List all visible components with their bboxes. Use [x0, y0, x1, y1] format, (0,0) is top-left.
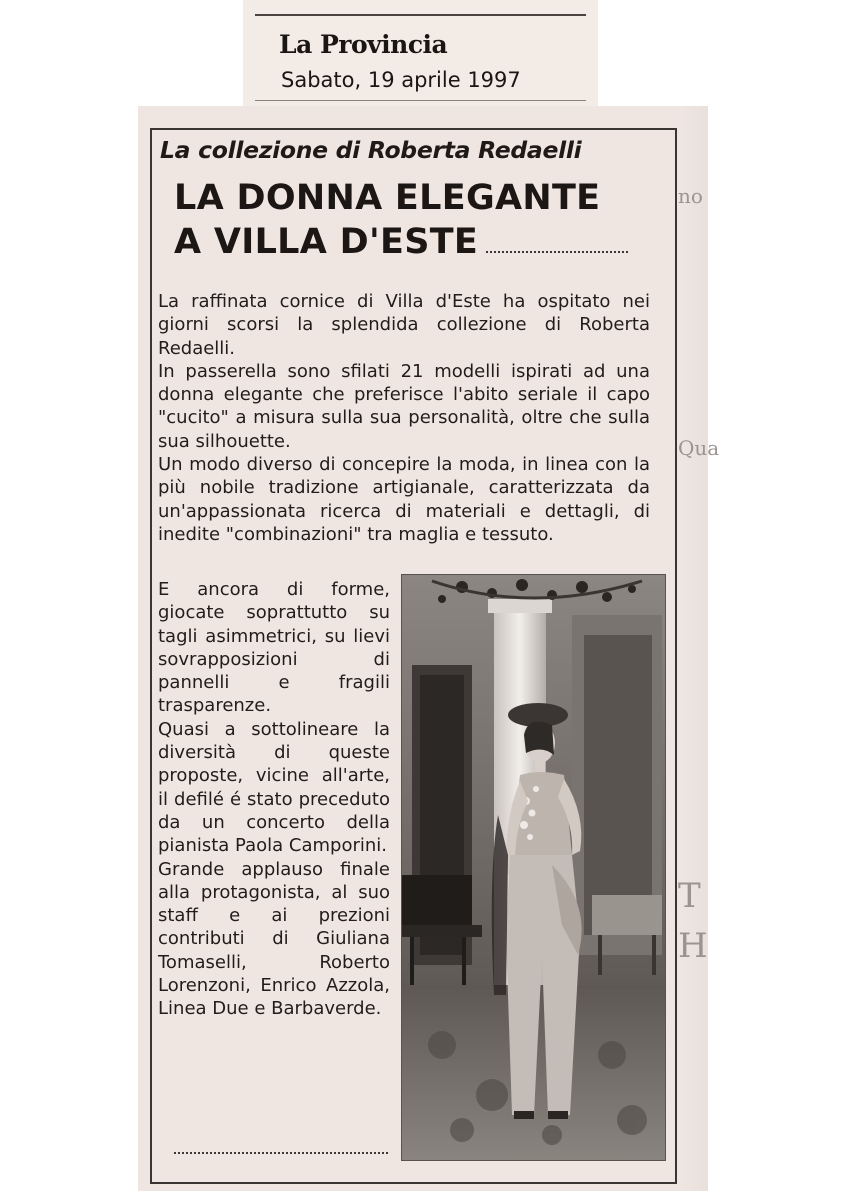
headline-dotted-leader: [486, 251, 628, 253]
runway-photo-illustration: [402, 575, 665, 1160]
bleed-text-fragment: no: [678, 184, 703, 208]
masthead-bottom-rule: [255, 100, 586, 101]
body-paragraph: La raffinata cornice di Villa d'Este ha ospitato nei giorni scorsi la splendida collezione di Roberta Redaelli.: [158, 291, 650, 359]
article-kicker: La collezione di Roberta Redaelli: [160, 136, 582, 164]
publication-date: Sabato, 19 aprile 1997: [281, 68, 521, 92]
masthead-top-rule: [255, 14, 586, 16]
body-paragraph: E ancora di forme, giocate soprattutto su tagli asimmetrici, su lievi sovrapposizioni di pannelli e fragili trasparenze.: [158, 579, 390, 717]
headline-line-2-text: A VILLA D'ESTE: [174, 222, 479, 262]
bleed-text-fragment: T: [678, 876, 701, 916]
body-paragraph: Quasi a sottolineare la diversità di queste proposte, vicine all'arte, il defilé é stato preceduto da un concerto della pianista Paola Camporini.: [158, 718, 390, 857]
clipping-right-edge: [678, 106, 720, 1191]
masthead-clipping: [243, 0, 598, 106]
body-paragraph: Un modo diverso di concepire la moda, in linea con la più nobile tradizione artigianale, caratterizzata da un'appassionata ricerca di materiali e dettagli, di inedite "combinazioni" tra maglia e tessuto.: [158, 454, 650, 545]
headline-line-2: [174, 220, 628, 264]
bleed-text-fragment: Qua: [678, 436, 720, 460]
article-body-full-width: [158, 290, 650, 546]
newspaper-name: La Provincia: [279, 30, 448, 59]
body-paragraph: In passerella sono sfilati 21 modelli ispirati ad una donna elegante che preferisce l'abito seriale il capo "cucito" a misura sulla sua personalità, oltre che sulla sua silhouette.: [158, 360, 650, 452]
bleed-text-fragment: H: [678, 926, 708, 966]
model-on-runway-photo: [401, 574, 666, 1161]
headline-line-1: LA DONNA ELEGANTE: [174, 178, 601, 218]
article-end-dotted-rule: [174, 1152, 388, 1154]
article-body-column: [158, 578, 390, 1021]
body-paragraph: Grande applauso finale alla protagonista, al suo staff e ai prezioni contributi di Giuliana Tomaselli, Roberto Lorenzoni, Enrico Azzola, Linea Due e Barbaverde.: [158, 858, 390, 1020]
article-headline: [174, 176, 628, 264]
article-clipping: [138, 106, 720, 1191]
